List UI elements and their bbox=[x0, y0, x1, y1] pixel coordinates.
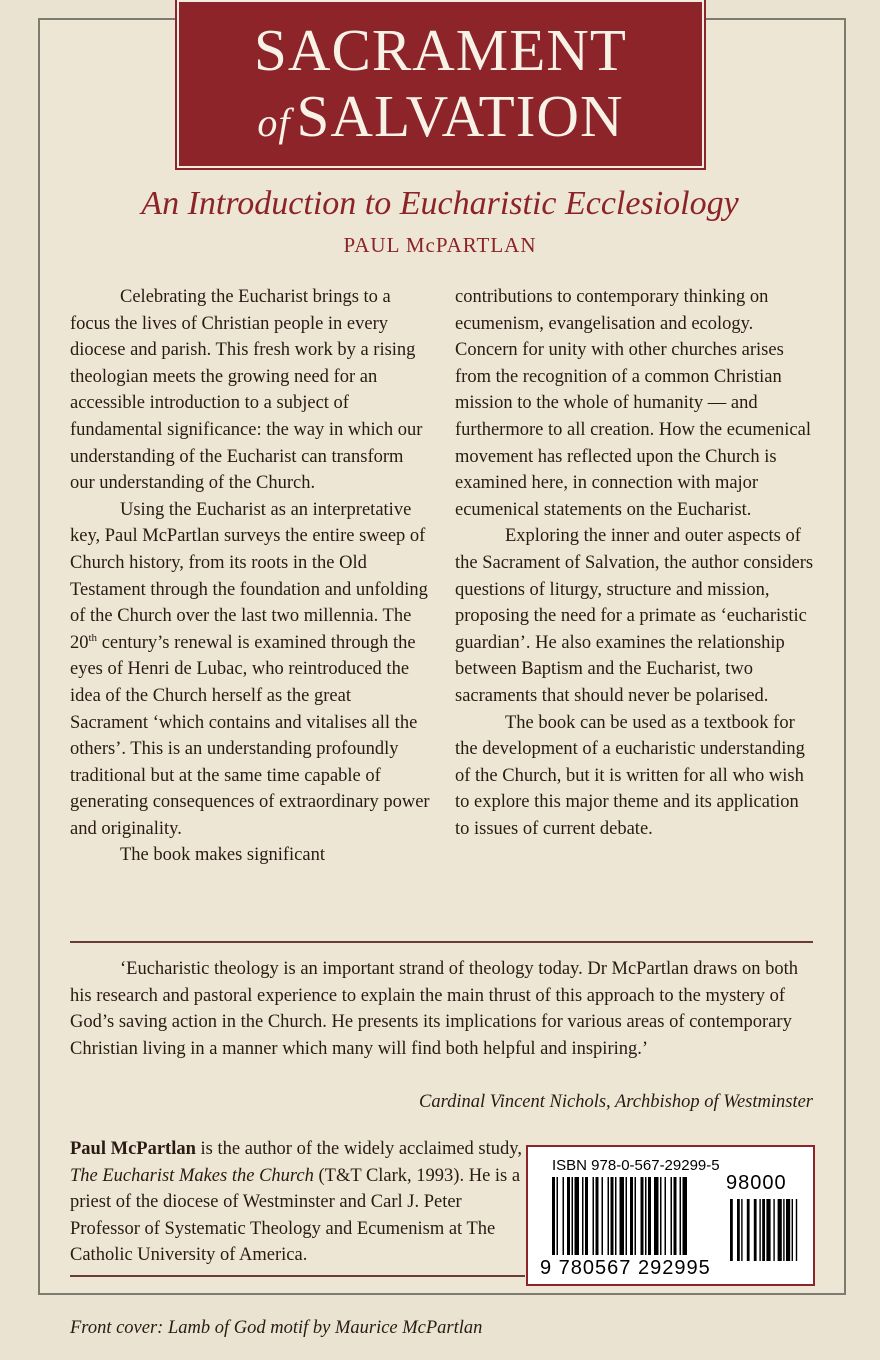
isbn-label: ISBN 978-0-567-29299-5 bbox=[552, 1157, 720, 1174]
barcode-box bbox=[526, 1145, 815, 1286]
title-banner bbox=[177, 0, 704, 168]
left-column bbox=[70, 284, 430, 869]
left-paragraph-3: The book makes significant bbox=[120, 845, 325, 866]
bio-text-b: (T&T Clark, 1993). He is a priest of the diocese of Westminster and Carl J. Peter Professor of Systematic Theology and Ecumenism at The Catholic University of America. bbox=[70, 1165, 521, 1266]
endorsement-quote: ‘Eucharistic theology is an important strand of theology today. Dr McPartlan draws on both his research and pastoral experience to explain the main thrust of this approach to the mystery of God’s saving action in the Church. He presents its implications for various areas of contemporary Christian living in a manner which many will find both helpful and inspiring.’ bbox=[70, 959, 799, 1059]
left-paragraph-2-b: century’s renewal is examined through the eyes of Henri de Lubac, who reintroduced the idea of the Church herself as the great Sacrament ‘which contains and vitalises all the others’. This is an understanding profoundly traditional but at the same time capable of generating consequences of extraordinary power and originality. bbox=[70, 632, 430, 839]
right-paragraph-2: Exploring the inner and outer aspects of the Sacrament of Salvation, the author considers questions of liturgy, structure and mission, proposing the need for a primate as ‘eucharistic guardian’. He also examines the relationship between Baptism and the Eucharist, two sacraments that should never be polarised. bbox=[455, 526, 814, 706]
bio-author-name: Paul McPartlan bbox=[70, 1139, 196, 1159]
left-paragraph-1: Celebrating the Eucharist brings to a focus the lives of Christian people in every diocese and parish. This fresh work by a rising theologian meets the growing need for an accessible introduction to a subject of fundamental significance: the way in which our understanding of the Eucharist can transform our understanding of the Church. bbox=[70, 287, 423, 494]
ordinal-suffix: th bbox=[88, 631, 98, 644]
title-line-2-text: SALVATION bbox=[296, 83, 624, 149]
barcode-digits: 9 780567 292995 bbox=[540, 1257, 711, 1279]
bio-book-title: The Eucharist Makes the Church bbox=[70, 1165, 314, 1186]
quote-attribution: Cardinal Vincent Nichols, Archbishop of Westminster bbox=[419, 1092, 813, 1112]
front-cover-credit: Front cover: Lamb of God motif by Maurice McPartlan bbox=[70, 1318, 483, 1338]
left-paragraph-2-a: Using the Eucharist as an interpretative key, Paul McPartlan surveys the entire sweep of Church history, from its roots in the Old Testament through the foundation and unfolding of the Church over the last two millennia. The 20 bbox=[70, 499, 428, 653]
author-bio bbox=[70, 1136, 525, 1269]
author-name: PAUL McPARTLAN bbox=[343, 233, 537, 257]
right-column bbox=[455, 284, 815, 842]
bio-divider-rule bbox=[70, 1275, 525, 1277]
bio-text-a: is the author of the widely acclaimed study, bbox=[195, 1139, 522, 1159]
subtitle: An Introduction to Eucharistic Ecclesiology bbox=[141, 185, 739, 222]
title-of: of bbox=[257, 100, 291, 145]
divider-rule bbox=[70, 941, 813, 943]
barcode-addon-digits: 98000 bbox=[726, 1172, 787, 1194]
title-line-1: SACRAMENT bbox=[254, 17, 627, 83]
right-paragraph-1: contributions to contemporary thinking on ecumenism, evangelisation and ecology. Concern for unity with other churches arises from the recognition of a common Christian mission to the whole of humanity — and furthermore to all creation. How the ecumenical movement has reflected upon the Church is examined here, in connection with major ecumenical statements on the Eucharist. bbox=[455, 287, 811, 520]
title-line-2 bbox=[179, 83, 702, 153]
left-paragraph-2 bbox=[70, 497, 430, 843]
right-paragraph-3: The book can be used as a textbook for the development of a eucharistic understanding of the Church, but it is written for all who wish to explore this major theme and its application to issues of current debate. bbox=[455, 712, 805, 839]
